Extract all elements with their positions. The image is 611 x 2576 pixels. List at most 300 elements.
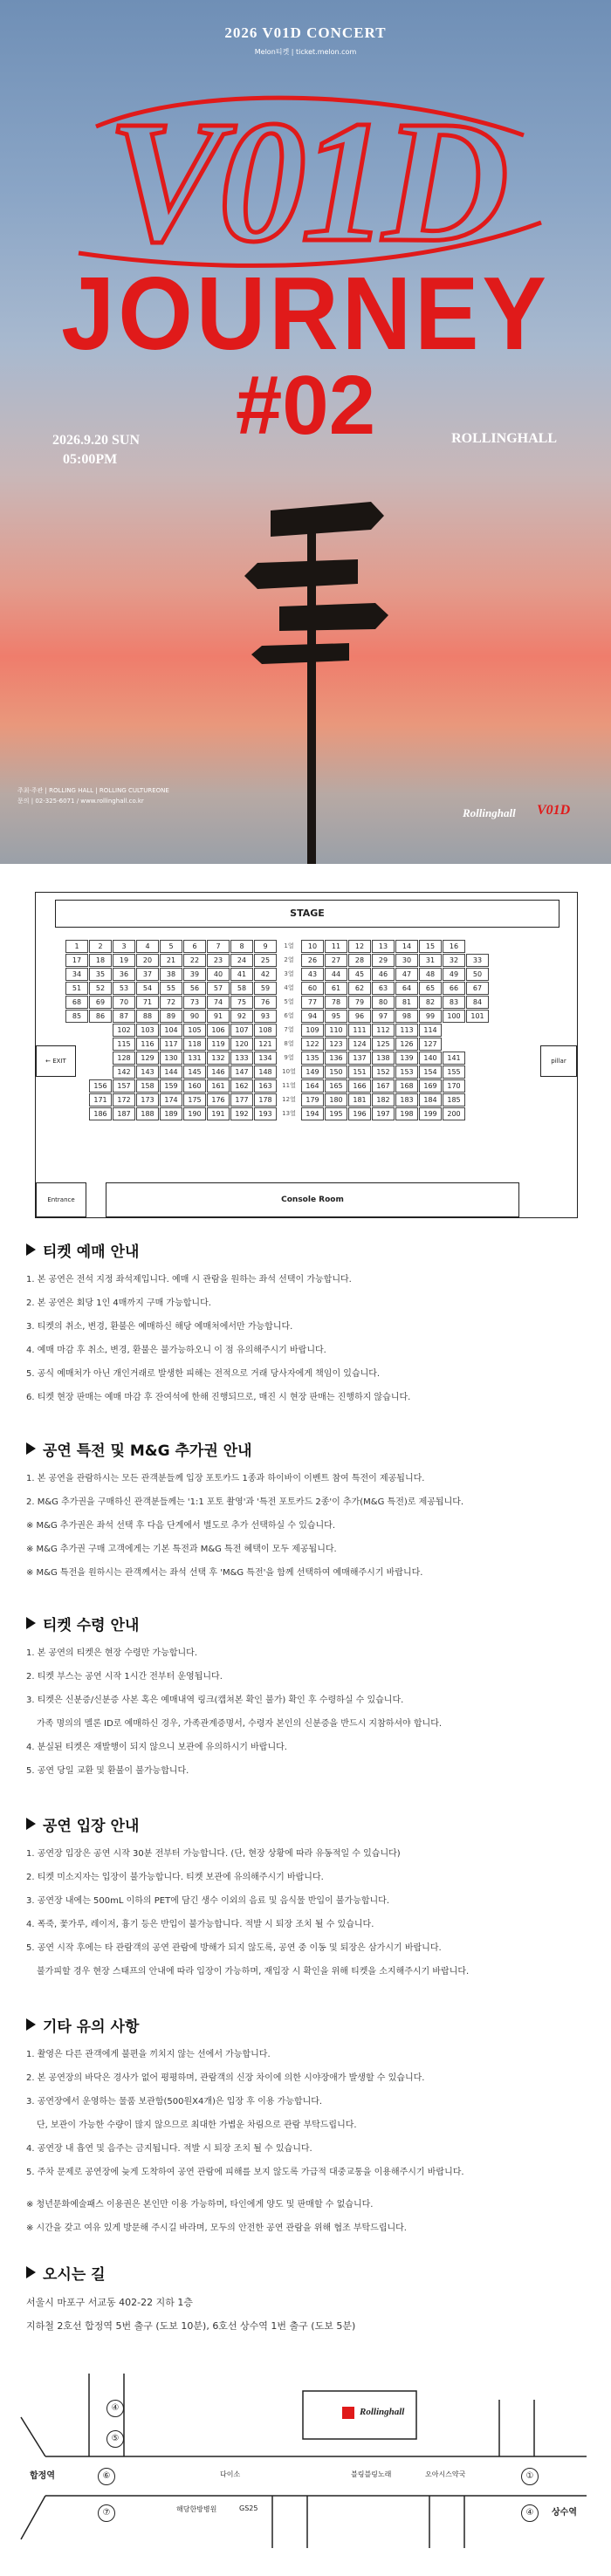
seat[interactable]: 46 <box>372 968 395 981</box>
seat[interactable]: 47 <box>395 968 418 981</box>
entrance-label: Entrance <box>36 1182 86 1217</box>
seat[interactable]: 58 <box>230 982 253 995</box>
seat[interactable]: 160 <box>183 1079 206 1093</box>
ohui-label: 오아시스약국 <box>425 2470 466 2478</box>
seat[interactable]: 155 <box>443 1065 465 1079</box>
seat[interactable]: 14 <box>395 940 418 953</box>
row-label: 2열 <box>284 956 294 963</box>
seat[interactable]: 1 <box>65 940 88 953</box>
seat[interactable]: 95 <box>325 1010 347 1023</box>
seat[interactable]: 72 <box>160 996 182 1009</box>
seat[interactable]: 198 <box>395 1107 418 1120</box>
row-label: 6열 <box>284 1012 294 1019</box>
seat[interactable]: 34 <box>65 968 88 981</box>
section-title: 공연 특전 및 M&G 추가권 안내 <box>26 1438 585 1460</box>
section-title: 티켓 수령 안내 <box>26 1613 585 1634</box>
seat[interactable]: 197 <box>372 1107 395 1120</box>
seat[interactable]: 15 <box>419 940 442 953</box>
seat[interactable]: 168 <box>395 1079 418 1093</box>
seat[interactable]: 44 <box>325 968 347 981</box>
notice-line: ※ M&G 추가권은 좌석 선택 후 다음 단계에서 별도로 추가 선택하실 수 있습니다. <box>26 1521 336 1531</box>
notice-line: 4. 분실된 티켓은 재발행이 되지 않으니 보관에 유의하시기 바랍니다. <box>26 1743 287 1752</box>
exit-label: ← EXIT <box>36 1045 76 1077</box>
poster-credits <box>17 785 169 806</box>
venue-name: ROLLINGHALL <box>451 431 557 446</box>
notice-line: 1. 본 공연의 티켓은 현장 수령만 가능합니다. <box>26 1648 198 1658</box>
notice-line: 3. 공연장 내에는 500mL 이하의 PET에 담긴 생수 이외의 음료 및 음식물 반입이 불가능합니다. <box>26 1896 390 1906</box>
void-logo-text: V01D <box>107 86 504 275</box>
seat[interactable]: 103 <box>136 1024 159 1037</box>
notice-line: 2. 티켓 부스는 공연 시작 1시간 전부터 운영됩니다. <box>26 1672 223 1682</box>
seat[interactable]: 86 <box>89 1010 112 1023</box>
section-title: 공연 입장 안내 <box>26 1813 585 1835</box>
seat[interactable]: 195 <box>325 1107 347 1120</box>
section-directions <box>26 2262 585 2338</box>
seat[interactable]: 142 <box>113 1065 135 1079</box>
pillar-label: pillar <box>540 1045 577 1077</box>
seat[interactable]: 39 <box>183 968 206 981</box>
rollinghall-map-label: Rollinghall <box>360 2407 405 2417</box>
notice-line: 1. 본 공연을 관람하시는 모든 관객분들께 입장 포토카드 1종과 하이바이 이벤트 참여 특전이 제공됩니다. <box>26 1474 425 1483</box>
seat[interactable]: 55 <box>160 982 182 995</box>
triangle-bullet-icon <box>26 2266 36 2278</box>
seat[interactable]: 21 <box>160 954 182 967</box>
notice-line: 1. 본 공연은 전석 지정 좌석제입니다. 예매 시 관람을 원하는 좌석 선택이 가능합니다. <box>26 1275 352 1285</box>
row-label: 11열 <box>282 1082 296 1089</box>
seat[interactable]: 98 <box>395 1010 418 1023</box>
seat[interactable]: 192 <box>230 1107 253 1120</box>
seat[interactable]: 145 <box>183 1065 206 1079</box>
seat[interactable]: 122 <box>301 1038 324 1051</box>
seat[interactable]: 3 <box>113 940 135 953</box>
row-label: 1열 <box>284 942 294 949</box>
seat[interactable]: 91 <box>207 1010 230 1023</box>
seat[interactable]: 131 <box>183 1052 206 1065</box>
seat[interactable]: 170 <box>443 1079 465 1093</box>
seat[interactable]: 196 <box>348 1107 371 1120</box>
seat[interactable]: 70 <box>113 996 135 1009</box>
seat[interactable]: 159 <box>160 1079 182 1093</box>
seat[interactable]: 150 <box>325 1065 347 1079</box>
seat[interactable]: 42 <box>254 968 277 981</box>
seat[interactable]: 9 <box>254 940 277 953</box>
notice-line: 5. 공연 시작 후에는 타 관람객의 공연 관람에 방해가 되지 않도록, 공연 중 이동 및 퇴장은 삼가시기 바랍니다. <box>26 1943 442 1953</box>
location-map <box>10 2365 601 2557</box>
seat[interactable]: 189 <box>160 1107 182 1120</box>
seat[interactable]: 105 <box>183 1024 206 1037</box>
seat[interactable]: 30 <box>395 954 418 967</box>
seat[interactable]: 140 <box>419 1052 442 1065</box>
row-label: 13열 <box>282 1110 296 1117</box>
seat[interactable]: 186 <box>89 1107 112 1120</box>
seat[interactable]: 40 <box>207 968 230 981</box>
seat[interactable]: 7 <box>207 940 230 953</box>
seat[interactable]: 49 <box>443 968 465 981</box>
credit-line: 주최·주관 | ROLLING HALL | ROLLING CULTUREONE <box>17 787 169 794</box>
seat[interactable]: 26 <box>301 954 324 967</box>
row-label: 9열 <box>284 1054 294 1061</box>
notice-line: 4. 공연장 내 흡연 및 음주는 금지됩니다. 적발 시 퇴장 조치 될 수 있습니다. <box>26 2144 312 2154</box>
row-label: 8열 <box>284 1040 294 1047</box>
seat[interactable]: 92 <box>230 1010 253 1023</box>
seat[interactable]: 188 <box>136 1107 159 1120</box>
seat[interactable]: 56 <box>183 982 206 995</box>
seat[interactable]: 153 <box>395 1065 418 1079</box>
seat[interactable]: 185 <box>443 1093 465 1106</box>
daiso-label: 다이소 <box>220 2470 241 2478</box>
stage-label: STAGE <box>55 900 560 928</box>
seat[interactable]: 154 <box>419 1065 442 1079</box>
seat[interactable]: 114 <box>419 1024 442 1037</box>
seat[interactable]: 165 <box>325 1079 347 1093</box>
seat[interactable]: 172 <box>113 1093 135 1106</box>
seat[interactable]: 119 <box>207 1038 230 1051</box>
notice-line: 2. M&G 추가권을 구매하신 관객분들께는 '1:1 포토 촬영'과 '특전 포토카드 2종'이 추가(M&G 특전)로 제공됩니다. <box>26 1497 464 1507</box>
seat[interactable]: 24 <box>230 954 253 967</box>
seat[interactable]: 19 <box>113 954 135 967</box>
seat[interactable]: 184 <box>419 1093 442 1106</box>
seat[interactable]: 146 <box>207 1065 230 1079</box>
seat[interactable]: 101 <box>466 1010 489 1023</box>
seat[interactable]: 182 <box>372 1093 395 1106</box>
seat[interactable]: 104 <box>160 1024 182 1037</box>
triangle-bullet-icon <box>26 2018 36 2031</box>
seat[interactable]: 78 <box>325 996 347 1009</box>
pharmacy-label: 해당한방병원 <box>176 2505 217 2513</box>
seat[interactable]: 73 <box>183 996 206 1009</box>
seat[interactable]: 81 <box>395 996 418 1009</box>
triangle-bullet-icon <box>26 1818 36 1830</box>
sangsu-station-label: 상수역 <box>552 2508 577 2518</box>
seat[interactable]: 41 <box>230 968 253 981</box>
seat[interactable]: 16 <box>443 940 465 953</box>
notice-line: 5. 주차 문제로 공연장에 늦게 도착하여 공연 관람에 피해를 보지 않도록 가급적 대중교통을 이용해주시기 바랍니다. <box>26 2168 464 2177</box>
seat[interactable]: 77 <box>301 996 324 1009</box>
exit-5-marker: ⑤ <box>106 2430 124 2448</box>
notice-line: 3. 티켓의 취소, 변경, 환불은 예매하신 해당 예매처에서만 가능합니다. <box>26 1322 293 1332</box>
seat[interactable]: 17 <box>65 954 88 967</box>
row-label: 5열 <box>284 998 294 1005</box>
seat[interactable]: 132 <box>207 1052 230 1065</box>
seat[interactable]: 13 <box>372 940 395 953</box>
seat[interactable]: 8 <box>230 940 253 953</box>
seat[interactable]: 43 <box>301 968 324 981</box>
seat[interactable]: 187 <box>113 1107 135 1120</box>
seat[interactable]: 5 <box>160 940 182 953</box>
seat[interactable]: 18 <box>89 954 112 967</box>
seat[interactable]: 115 <box>113 1038 135 1051</box>
exit-4-marker: ④ <box>106 2400 124 2417</box>
seat[interactable]: 143 <box>136 1065 159 1079</box>
ticket-site: Melon티켓 | ticket.melon.com <box>254 48 357 56</box>
seat[interactable]: 38 <box>160 968 182 981</box>
seat[interactable]: 199 <box>419 1107 442 1120</box>
seat[interactable]: 171 <box>89 1093 112 1106</box>
seat[interactable]: 200 <box>443 1107 465 1120</box>
notice-line: 4. 폭죽, 꽃가루, 레이저, 흉기 등은 반입이 불가능합니다. 적발 시 퇴장 조치 될 수 있습니다. <box>26 1920 374 1929</box>
seat[interactable]: 93 <box>254 1010 277 1023</box>
seat[interactable]: 113 <box>395 1024 418 1037</box>
seat[interactable]: 164 <box>301 1079 324 1093</box>
seat[interactable]: 108 <box>254 1024 277 1037</box>
seat[interactable]: 62 <box>348 982 371 995</box>
seat[interactable]: 139 <box>395 1052 418 1065</box>
seat[interactable]: 175 <box>183 1093 206 1106</box>
seat[interactable]: 124 <box>348 1038 371 1051</box>
seat[interactable]: 10 <box>301 940 324 953</box>
seat[interactable]: 65 <box>419 982 442 995</box>
seat[interactable]: 133 <box>230 1052 253 1065</box>
seat[interactable]: 102 <box>113 1024 135 1037</box>
concert-date <box>52 431 140 469</box>
row-label: 10열 <box>282 1068 296 1075</box>
seat[interactable]: 109 <box>301 1024 324 1037</box>
seat[interactable]: 66 <box>443 982 465 995</box>
row-label: 12열 <box>282 1096 296 1103</box>
triangle-bullet-icon <box>26 1617 36 1629</box>
seat[interactable]: 183 <box>395 1093 418 1106</box>
seat[interactable]: 80 <box>372 996 395 1009</box>
triangle-bullet-icon <box>26 1442 36 1455</box>
notice-line: 2. 티켓 미소지자는 입장이 불가능합니다. 티켓 보관에 유의해주시기 바랍니다. <box>26 1873 324 1882</box>
credit-line: 문의 | 02-325-6071 / www.rollinghall.co.kr <box>17 798 144 805</box>
void-small-logo: V01D <box>537 803 571 818</box>
notice-line: 6. 티켓 현장 판매는 예매 마감 후 잔여석에 한해 진행되므로, 매진 시 현장 판매는 진행하지 않습니다. <box>26 1393 411 1402</box>
seat[interactable]: 52 <box>89 982 112 995</box>
seat[interactable]: 37 <box>136 968 159 981</box>
gs25-label: GS25 <box>239 2504 258 2512</box>
seat[interactable]: 96 <box>348 1010 371 1023</box>
seat[interactable]: 166 <box>348 1079 371 1093</box>
seat[interactable]: 22 <box>183 954 206 967</box>
seat[interactable]: 127 <box>419 1038 442 1051</box>
seat[interactable]: 136 <box>325 1052 347 1065</box>
seat[interactable]: 123 <box>325 1038 347 1051</box>
seat[interactable]: 174 <box>160 1093 182 1106</box>
seat[interactable]: 88 <box>136 1010 159 1023</box>
journey-logo: JOURNEY <box>61 256 550 372</box>
seat[interactable]: 134 <box>254 1052 277 1065</box>
edition-number: #02 <box>235 359 376 452</box>
seat[interactable]: 97 <box>372 1010 395 1023</box>
seat[interactable]: 89 <box>160 1010 182 1023</box>
triangle-bullet-icon <box>26 1243 36 1256</box>
section-benefits <box>26 1438 585 1585</box>
exit-4b-marker: ④ <box>521 2504 539 2522</box>
seat[interactable]: 45 <box>348 968 371 981</box>
seat[interactable]: 28 <box>348 954 371 967</box>
seat[interactable]: 179 <box>301 1093 324 1106</box>
notice-line: 1. 촬영은 다른 관객에게 불편을 끼치지 않는 선에서 가능합니다. <box>26 2050 271 2059</box>
seat[interactable]: 99 <box>419 1010 442 1023</box>
seat[interactable]: 118 <box>183 1038 206 1051</box>
signpost-silhouette <box>209 476 419 864</box>
seat[interactable]: 75 <box>230 996 253 1009</box>
section-other-notes <box>26 2014 585 2240</box>
section-title: 오시는 길 <box>26 2262 585 2284</box>
seat[interactable]: 181 <box>348 1093 371 1106</box>
seat[interactable]: 31 <box>419 954 442 967</box>
seat[interactable]: 176 <box>207 1093 230 1106</box>
notice-line: 불가피할 경우 현장 스태프의 안내에 따라 입장이 가능하며, 재입장 시 확인을 위해 티켓을 소지해주시기 바랍니다. <box>37 1967 470 1977</box>
console-room-label: Console Room <box>106 1182 519 1217</box>
seat[interactable]: 151 <box>348 1065 371 1079</box>
row-label: 3열 <box>284 970 294 977</box>
concert-title: 2026 V01D CONCERT <box>224 24 387 41</box>
section-entry <box>26 1813 585 1983</box>
notice-line: ※ M&G 특전을 원하시는 관객께서는 좌석 선택 후 'M&G 특전'을 함께 선택하여 예매해주시기 바랍니다. <box>26 1568 423 1578</box>
seat[interactable]: 161 <box>207 1079 230 1093</box>
seat[interactable]: 50 <box>466 968 489 981</box>
seat[interactable]: 61 <box>325 982 347 995</box>
address-line: 서울시 마포구 서교동 402-22 지하 1층 <box>26 2297 193 2308</box>
seat-map <box>35 892 578 1218</box>
seat[interactable]: 69 <box>89 996 112 1009</box>
seat[interactable]: 2 <box>89 940 112 953</box>
section-ticket-booking <box>26 1239 585 1409</box>
landmark-label: 블링블링노래 <box>351 2470 392 2478</box>
seat[interactable]: 163 <box>254 1079 277 1093</box>
seat[interactable]: 117 <box>160 1038 182 1051</box>
section-ticket-pickup <box>26 1613 585 1783</box>
seat[interactable]: 54 <box>136 982 159 995</box>
seat[interactable]: 191 <box>207 1107 230 1120</box>
notice-line: ※ 시간을 갖고 여유 있게 방문해 주시길 바라며, 모두의 안전한 공연 관람을 위해 협조 부탁드립니다. <box>26 2223 407 2233</box>
seat[interactable]: 20 <box>136 954 159 967</box>
seat[interactable]: 178 <box>254 1093 277 1106</box>
concert-poster <box>0 0 611 864</box>
seat[interactable]: 121 <box>254 1038 277 1051</box>
seat[interactable]: 116 <box>136 1038 159 1051</box>
seat[interactable]: 193 <box>254 1107 277 1120</box>
seat[interactable]: 82 <box>419 996 442 1009</box>
section-title: 티켓 예매 안내 <box>26 1239 585 1261</box>
seat[interactable]: 169 <box>419 1079 442 1093</box>
seat[interactable]: 36 <box>113 968 135 981</box>
seat[interactable]: 79 <box>348 996 371 1009</box>
seat[interactable]: 83 <box>443 996 465 1009</box>
seat[interactable]: 137 <box>348 1052 371 1065</box>
notice-line: 2. 본 공연장의 바닥은 경사가 없어 평평하며, 관람객의 신장 차이에 의한 시야장애가 발생할 수 있습니다. <box>26 2073 425 2083</box>
seat[interactable]: 25 <box>254 954 277 967</box>
map-roads <box>10 2365 601 2557</box>
notice-line: ※ 청년문화예술패스 이용권은 본인만 이용 가능하며, 타인에게 양도 및 판매할 수 없습니다. <box>26 2200 374 2209</box>
seat[interactable]: 100 <box>443 1010 465 1023</box>
time-text: 05:00PM <box>63 452 118 467</box>
seat[interactable]: 33 <box>466 954 489 967</box>
seat[interactable]: 63 <box>372 982 395 995</box>
rollinghall-logo: Rollinghall <box>463 806 516 819</box>
seat[interactable]: 156 <box>89 1079 112 1093</box>
exit-7-marker: ⑦ <box>98 2504 115 2522</box>
seat[interactable]: 190 <box>183 1107 206 1120</box>
seat[interactable]: 128 <box>113 1052 135 1065</box>
seat[interactable]: 12 <box>348 940 371 953</box>
notice-line: 2. 본 공연은 회당 1인 4매까지 구매 가능합니다. <box>26 1298 211 1308</box>
seat[interactable]: 35 <box>89 968 112 981</box>
seat[interactable]: 177 <box>230 1093 253 1106</box>
seat[interactable]: 129 <box>136 1052 159 1065</box>
notice-line: ※ M&G 추가권 구매 고객에게는 기본 특전과 M&G 특전 혜택이 모두 제공됩니다. <box>26 1545 337 1554</box>
seat[interactable]: 84 <box>466 996 489 1009</box>
notice-line: 가족 명의의 멜론 ID로 예매하신 경우, 가족관계증명서, 수령자 본인의 신분증을 반드시 지참하셔야 합니다. <box>37 1719 443 1729</box>
hapjeong-station-label: 합정역 <box>30 2471 55 2481</box>
section-title: 기타 유의 사항 <box>26 2014 585 2036</box>
seat[interactable]: 94 <box>301 1010 324 1023</box>
seat[interactable]: 48 <box>419 968 442 981</box>
seat[interactable]: 158 <box>136 1079 159 1093</box>
seat[interactable]: 194 <box>301 1107 324 1120</box>
seat[interactable]: 87 <box>113 1010 135 1023</box>
seat[interactable]: 138 <box>372 1052 395 1065</box>
seat[interactable]: 76 <box>254 996 277 1009</box>
seat[interactable]: 111 <box>348 1024 371 1037</box>
notice-line: 단, 보관이 가능한 수량이 많지 않으므로 최대한 가볍운 차림으로 관람 부탁드립니다. <box>37 2120 357 2130</box>
seat[interactable]: 135 <box>301 1052 324 1065</box>
seat[interactable]: 126 <box>395 1038 418 1051</box>
seat[interactable]: 57 <box>207 982 230 995</box>
seat[interactable]: 148 <box>254 1065 277 1079</box>
seat[interactable]: 29 <box>372 954 395 967</box>
row-label: 7열 <box>284 1026 294 1033</box>
seat[interactable]: 112 <box>372 1024 395 1037</box>
seat[interactable]: 6 <box>183 940 206 953</box>
notice-line: 1. 공연장 입장은 공연 시작 30분 전부터 가능합니다. (단, 현장 상황에 따라 유동적일 수 있습니다) <box>26 1849 401 1859</box>
seat[interactable]: 53 <box>113 982 135 995</box>
spacer <box>26 2184 585 2193</box>
seat[interactable]: 85 <box>65 1010 88 1023</box>
notice-line: 3. 공연장에서 운영하는 물품 보관함(500원X4개)은 입장 후 이용 가능합니다. <box>26 2097 323 2107</box>
seat[interactable]: 167 <box>372 1079 395 1093</box>
seat[interactable]: 162 <box>230 1079 253 1093</box>
seat[interactable]: 110 <box>325 1024 347 1037</box>
seat[interactable]: 59 <box>254 982 277 995</box>
seat[interactable]: 74 <box>207 996 230 1009</box>
seat[interactable]: 60 <box>301 982 324 995</box>
row-label: 4열 <box>284 984 294 991</box>
seat[interactable]: 64 <box>395 982 418 995</box>
seat[interactable]: 149 <box>301 1065 324 1079</box>
seat[interactable]: 32 <box>443 954 465 967</box>
seat[interactable]: 157 <box>113 1079 135 1093</box>
seat[interactable]: 120 <box>230 1038 253 1051</box>
notice-line: 5. 공식 예매처가 아닌 개인거래로 발생한 피해는 전적으로 거래 당사자에게 책임이 있습니다. <box>26 1369 381 1379</box>
notice-line: 4. 예매 마감 후 취소, 변경, 환불은 불가능하오니 이 점 유의해주시기 바랍니다. <box>26 1346 326 1355</box>
seat[interactable]: 152 <box>372 1065 395 1079</box>
seat[interactable]: 141 <box>443 1052 465 1065</box>
seat[interactable]: 130 <box>160 1052 182 1065</box>
seat[interactable]: 180 <box>325 1093 347 1106</box>
seat[interactable]: 68 <box>65 996 88 1009</box>
seat[interactable]: 23 <box>207 954 230 967</box>
seat[interactable]: 51 <box>65 982 88 995</box>
seat[interactable]: 125 <box>372 1038 395 1051</box>
seat[interactable]: 106 <box>207 1024 230 1037</box>
exit-1-marker: ① <box>521 2468 539 2485</box>
seat[interactable]: 107 <box>230 1024 253 1037</box>
seat[interactable]: 173 <box>136 1093 159 1106</box>
notice-line: 3. 티켓은 신분증/신분증 사본 혹은 예매내역 링크(캡쳐본 확인 불가) 확인 후 수령하실 수 있습니다. <box>26 1696 404 1705</box>
notice-line: 5. 공연 당일 교환 및 환불이 불가능합니다. <box>26 1766 189 1776</box>
seat[interactable]: 67 <box>466 982 489 995</box>
seat[interactable]: 4 <box>136 940 159 953</box>
seat[interactable]: 11 <box>325 940 347 953</box>
seat[interactable]: 90 <box>183 1010 206 1023</box>
seat[interactable]: 71 <box>136 996 159 1009</box>
seat[interactable]: 27 <box>325 954 347 967</box>
seat[interactable]: 144 <box>160 1065 182 1079</box>
seat[interactable]: 147 <box>230 1065 253 1079</box>
